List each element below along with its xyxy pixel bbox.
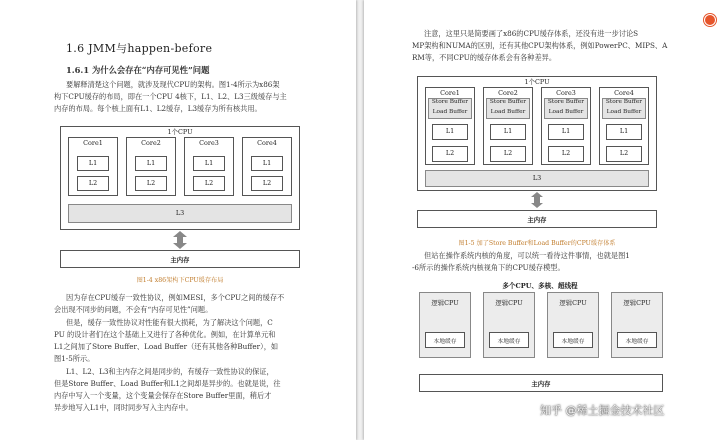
paragraph-line: 构下CPU缓存的布局，即在一个CPU 4核下，L1、L2、L3三级缓存与主 (54, 92, 287, 101)
l2-label: L2 (88, 179, 98, 187)
l2-label: L2 (561, 149, 571, 157)
figure-caption: 图1-4 x86架构下CPU缓存布局 (136, 277, 224, 284)
l2-label: L2 (146, 179, 156, 187)
core-label: Core1 (440, 89, 460, 97)
local-cache-label: 本地缓存 (497, 339, 521, 345)
local-cache-label: 本地缓存 (625, 339, 649, 345)
paragraph-line: 内存中写入一个变量，这个变量会保存在Store Buffer里面，稍后才 (54, 391, 272, 400)
store-buffer-label: Store Buffer (431, 99, 469, 105)
core-label: Core2 (498, 89, 518, 97)
l1-label: L1 (619, 127, 629, 135)
paragraph-line: -6所示的操作系统内核视角下的CPU缓存模型。 (412, 263, 565, 272)
paragraph-line: 图1-5所示。 (54, 354, 95, 363)
local-cache-label: 本地缓存 (433, 339, 457, 345)
cpu-label: 1个CPU (167, 128, 193, 136)
memory-label: 主内存 (170, 256, 190, 264)
logical-cpu-label: 逻辑CPU (623, 299, 651, 307)
paragraph-line: RM等，不同CPU的缓存体系会有各种差异。 (412, 53, 557, 62)
paragraph-line: 内存的布局。每个核上面有L1、L2缓存，L3缓存为所有核共用。 (54, 104, 262, 113)
l1-label: L1 (503, 127, 513, 135)
watermark: 知乎 @稀土掘金技术社区 (540, 404, 665, 417)
bidirectional-arrow-icon (530, 192, 544, 208)
l2-label: L2 (503, 149, 513, 157)
figure-title: 多个CPU、多核、超线程 (502, 282, 578, 290)
l2-label: L2 (204, 179, 214, 187)
l1-label: L1 (445, 127, 455, 135)
l2-label: L2 (619, 149, 629, 157)
core-label: Core3 (199, 139, 219, 147)
store-buffer-label: Store Buffer (489, 99, 527, 105)
core-label: Core1 (83, 139, 103, 147)
load-buffer-label: Load Buffer (606, 109, 642, 115)
brand-logo-icon (704, 14, 716, 26)
paragraph-line: 要解释清楚这个问题，就涉及现代CPU的架构。图1-4所示为x86架 (66, 80, 280, 89)
section-heading: 1.6 JMM与happen-before (66, 42, 213, 55)
core-label: Core4 (257, 139, 277, 147)
cpu-label: 1个CPU (524, 78, 550, 86)
paragraph-line: 但站在操作系统内核的角度，可以统一看待这件事情，也就是图1 (424, 251, 630, 260)
logical-cpu-label: 逻辑CPU (495, 299, 523, 307)
memory-label: 主内存 (527, 216, 547, 224)
memory-label: 主内存 (531, 380, 551, 388)
logical-cpu-label: 逻辑CPU (431, 299, 459, 307)
figure-caption: 图1-5 加了Store Buffer和Load Buffer的CPU缓存体系 (458, 240, 616, 247)
paragraph-line: 因为存在CPU缓存一致性协议，例如MESI，多个CPU之间的缓存不 (66, 293, 285, 302)
l3-label: L3 (532, 174, 542, 182)
paragraph-line: L1之间加了Store Buffer、Load Buffer（还有其他各种Buffer），如 (54, 342, 279, 351)
l1-label: L1 (262, 159, 272, 167)
right-page (364, 0, 720, 440)
paragraph-line: L1、L2、L3和主内存之间是同步的，有缓存一致性协议的保证， (66, 367, 274, 376)
l2-label: L2 (262, 179, 272, 187)
paragraph-line: 会出现不同步的问题，不会有“内存可见性”问题。 (54, 305, 213, 314)
store-buffer-label: Store Buffer (547, 99, 585, 105)
load-buffer-label: Load Buffer (490, 109, 526, 115)
load-buffer-label: Load Buffer (432, 109, 468, 115)
local-cache-label: 本地缓存 (561, 339, 585, 345)
paragraph-line: 但是Store Buffer、Load Buffer和L1之间却是异步的。也就是说，往 (54, 379, 281, 388)
paragraph-line: 但是，缓存一致性协议对性能有很大损耗，为了解决这个问题，C (66, 318, 273, 327)
subsection-heading: 1.6.1 为什么会存在“内存可见性”问题 (66, 65, 210, 75)
core-label: Core2 (141, 139, 161, 147)
l1-label: L1 (561, 127, 571, 135)
paragraph-line: 异步地写入L1中，同时同步写入主内存中。 (54, 403, 193, 412)
l2-label: L2 (445, 149, 455, 157)
paragraph-line: PU 的设计者们在这个基础上又进行了各种优化。例如，在计算单元和 (54, 330, 276, 339)
core-label: Core3 (556, 89, 576, 97)
left-page (0, 0, 356, 440)
core-label: Core4 (614, 89, 634, 97)
paragraph-line: 注意，这里只是简要画了x86的CPU缓存体系，还没有进一步讨论S (424, 29, 639, 38)
l3-label: L3 (175, 209, 185, 217)
bidirectional-arrow-icon (172, 231, 188, 249)
store-buffer-label: Store Buffer (605, 99, 643, 105)
l1-label: L1 (204, 159, 214, 167)
l1-label: L1 (146, 159, 156, 167)
load-buffer-label: Load Buffer (548, 109, 584, 115)
l1-label: L1 (88, 159, 98, 167)
paragraph-line: MP架构和NUMA的区别，还有其他CPU架构体系，例如PowerPC、MIPS、A (412, 41, 668, 50)
logical-cpu-label: 逻辑CPU (559, 299, 587, 307)
